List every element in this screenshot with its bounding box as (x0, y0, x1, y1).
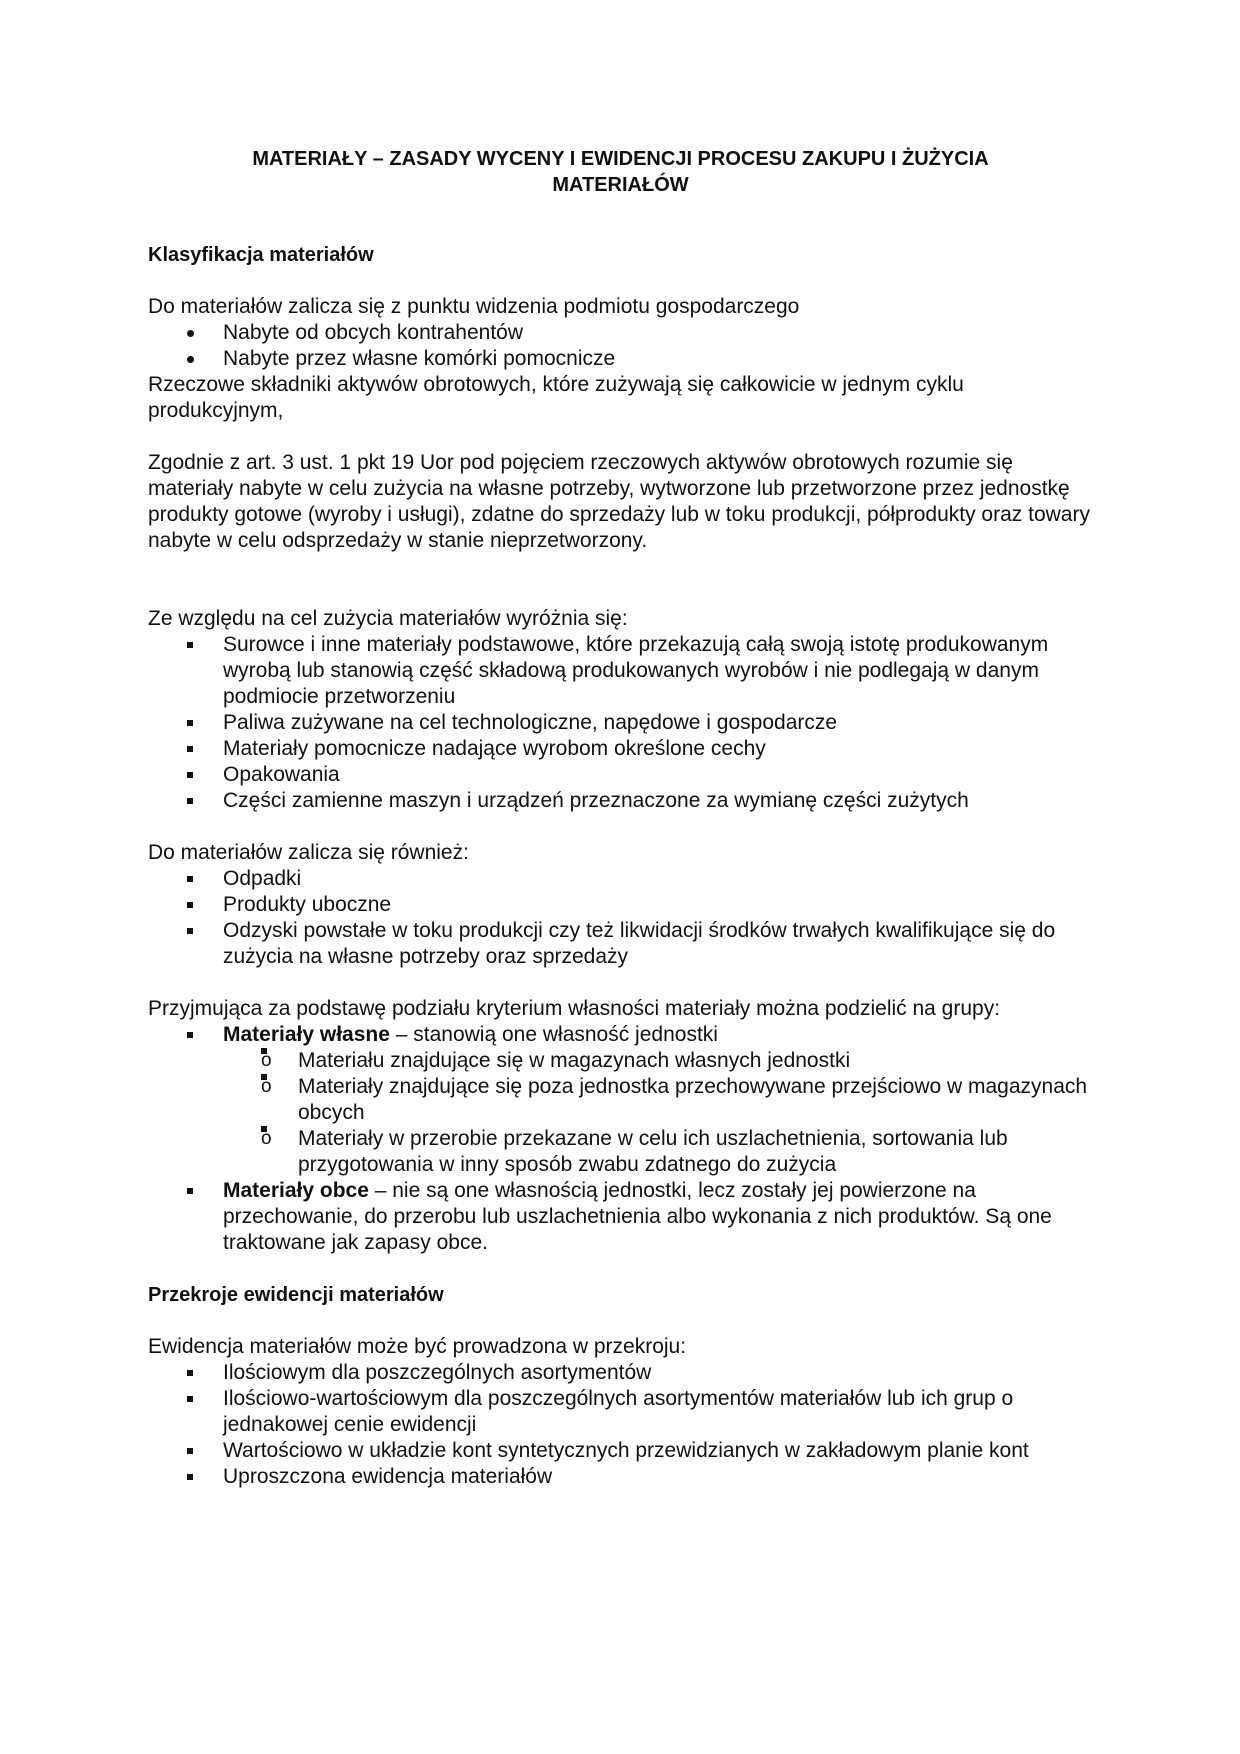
classification-intro: Do materiałów zalicza się z punktu widzenia podmiotu gospodarczego (148, 295, 800, 318)
ownership-item-foreign (148, 1178, 1093, 1256)
sub-list-item: o Materiału znajdujące się w magazynach własnych jednostki (223, 1048, 1093, 1074)
own-desc: – stanowią one własność jednostki (389, 1023, 718, 1046)
ownership-intro: Przyjmująca za podstawę podziału kryterium własności materiały można podzielić na grupy: (148, 997, 1001, 1020)
ownership-list (148, 1022, 1093, 1256)
also-intro: Do materiałów zalicza się również: (148, 841, 469, 864)
list-item: Odzyski powstałe w toku produkcji czy też likwidacji środków trwałych kwalifikujące się do zużycia na własne potrzeby oraz sprzedaży (148, 918, 1093, 970)
list-item: Surowce i inne materiały podstawowe, które przekazują całą swoją istotę produkowanym wyrobą lub stanowią część składową produkowanych wyrobów i nie podlegają w danym podmiocie przetworzeniu (148, 632, 1093, 710)
also-list (148, 866, 1093, 970)
article-paragraph: Zgodnie z art. 3 ust. 1 pkt 19 Uor pod pojęciem rzeczowych aktywów obrotowych rozumie się materiały nabyte w celu zużycia na własne potrzeby, wytworzone lub przetworzone przez jednostkę produkty gotowe (wyroby i usługi), zdatne do sprzedaży lub w toku produkcji, półprodukty oraz towary nabyte w celu odsprzedaży w stanie nieprzetworzony. (148, 451, 1090, 552)
list-item: Ilościowym dla poszczególnych asortymentów (148, 1360, 1093, 1386)
sub-list-item: o Materiały w przerobie przekazane w celu ich uszlachetnienia, sortowania lub przygotowania w inny sposób zwabu zdatnego do zużycia (223, 1126, 1093, 1178)
list-item: Uproszczona ewidencja materiałów (148, 1464, 1093, 1490)
title-line-1: MATERIAŁY – ZASADY WYCENY I EWIDENCJI PROCESU ZAKUPU I ŻUŻYCIA (252, 148, 989, 170)
records-list (148, 1360, 1093, 1490)
list-item: Materiały pomocnicze nadające wyrobom określone cechy (148, 736, 1093, 762)
list-item: Nabyte od obcych kontrahentów (148, 320, 1093, 346)
sub-list-item: o Materiały znajdujące się poza jednostka przechowywane przejściowo w magazynach obcych (223, 1074, 1093, 1126)
list-item: Nabyte przez własne komórki pomocnicze (148, 346, 1093, 372)
document-page (148, 146, 1093, 1490)
purpose-list (148, 632, 1093, 814)
own-sublist (223, 1048, 1093, 1178)
list-item: Opakowania (148, 762, 1093, 788)
records-intro: Ewidencja materiałów może być prowadzona w przekroju: (148, 1335, 687, 1358)
list-item: Paliwa zużywane na cel technologiczne, napędowe i gospodarcze (148, 710, 1093, 736)
list-item: Odpadki (148, 866, 1093, 892)
foreign-desc: – nie są one własnością jednostki, lecz zostały jej powierzone na przechowanie, do przerobu lub uszlachetnienia albo wykonania z nich produktów. Są one traktowane jak zapasy obce. (223, 1179, 1052, 1254)
document-title (148, 146, 1093, 198)
ownership-item-own (148, 1022, 1093, 1178)
list-item: Części zamienne maszyn i urządzeń przeznaczone za wymianę części zużytych (148, 788, 1093, 814)
list-item: Wartościowo w układzie kont syntetycznych przewidzianych w zakładowym planie kont (148, 1438, 1093, 1464)
list-item: Produkty uboczne (148, 892, 1093, 918)
title-line-2: MATERIAŁÓW (552, 174, 689, 196)
list-item: Ilościowo-wartościowym dla poszczególnych asortymentów materiałów lub ich grup o jednakowej cenie ewidencji (148, 1386, 1093, 1438)
section-heading-classification: Klasyfikacja materiałów (148, 244, 374, 266)
own-label: Materiały własne (223, 1023, 390, 1046)
section-heading-records: Przekroje ewidencji materiałów (148, 1284, 444, 1306)
source-list (148, 320, 1093, 372)
foreign-label: Materiały obce (223, 1179, 369, 1202)
definition-paragraph: Rzeczowe składniki aktywów obrotowych, które zużywają się całkowicie w jednym cyklu produkcyjnym, (148, 373, 964, 422)
purpose-intro: Ze względu na cel zużycia materiałów wyróżnia się: (148, 607, 628, 630)
